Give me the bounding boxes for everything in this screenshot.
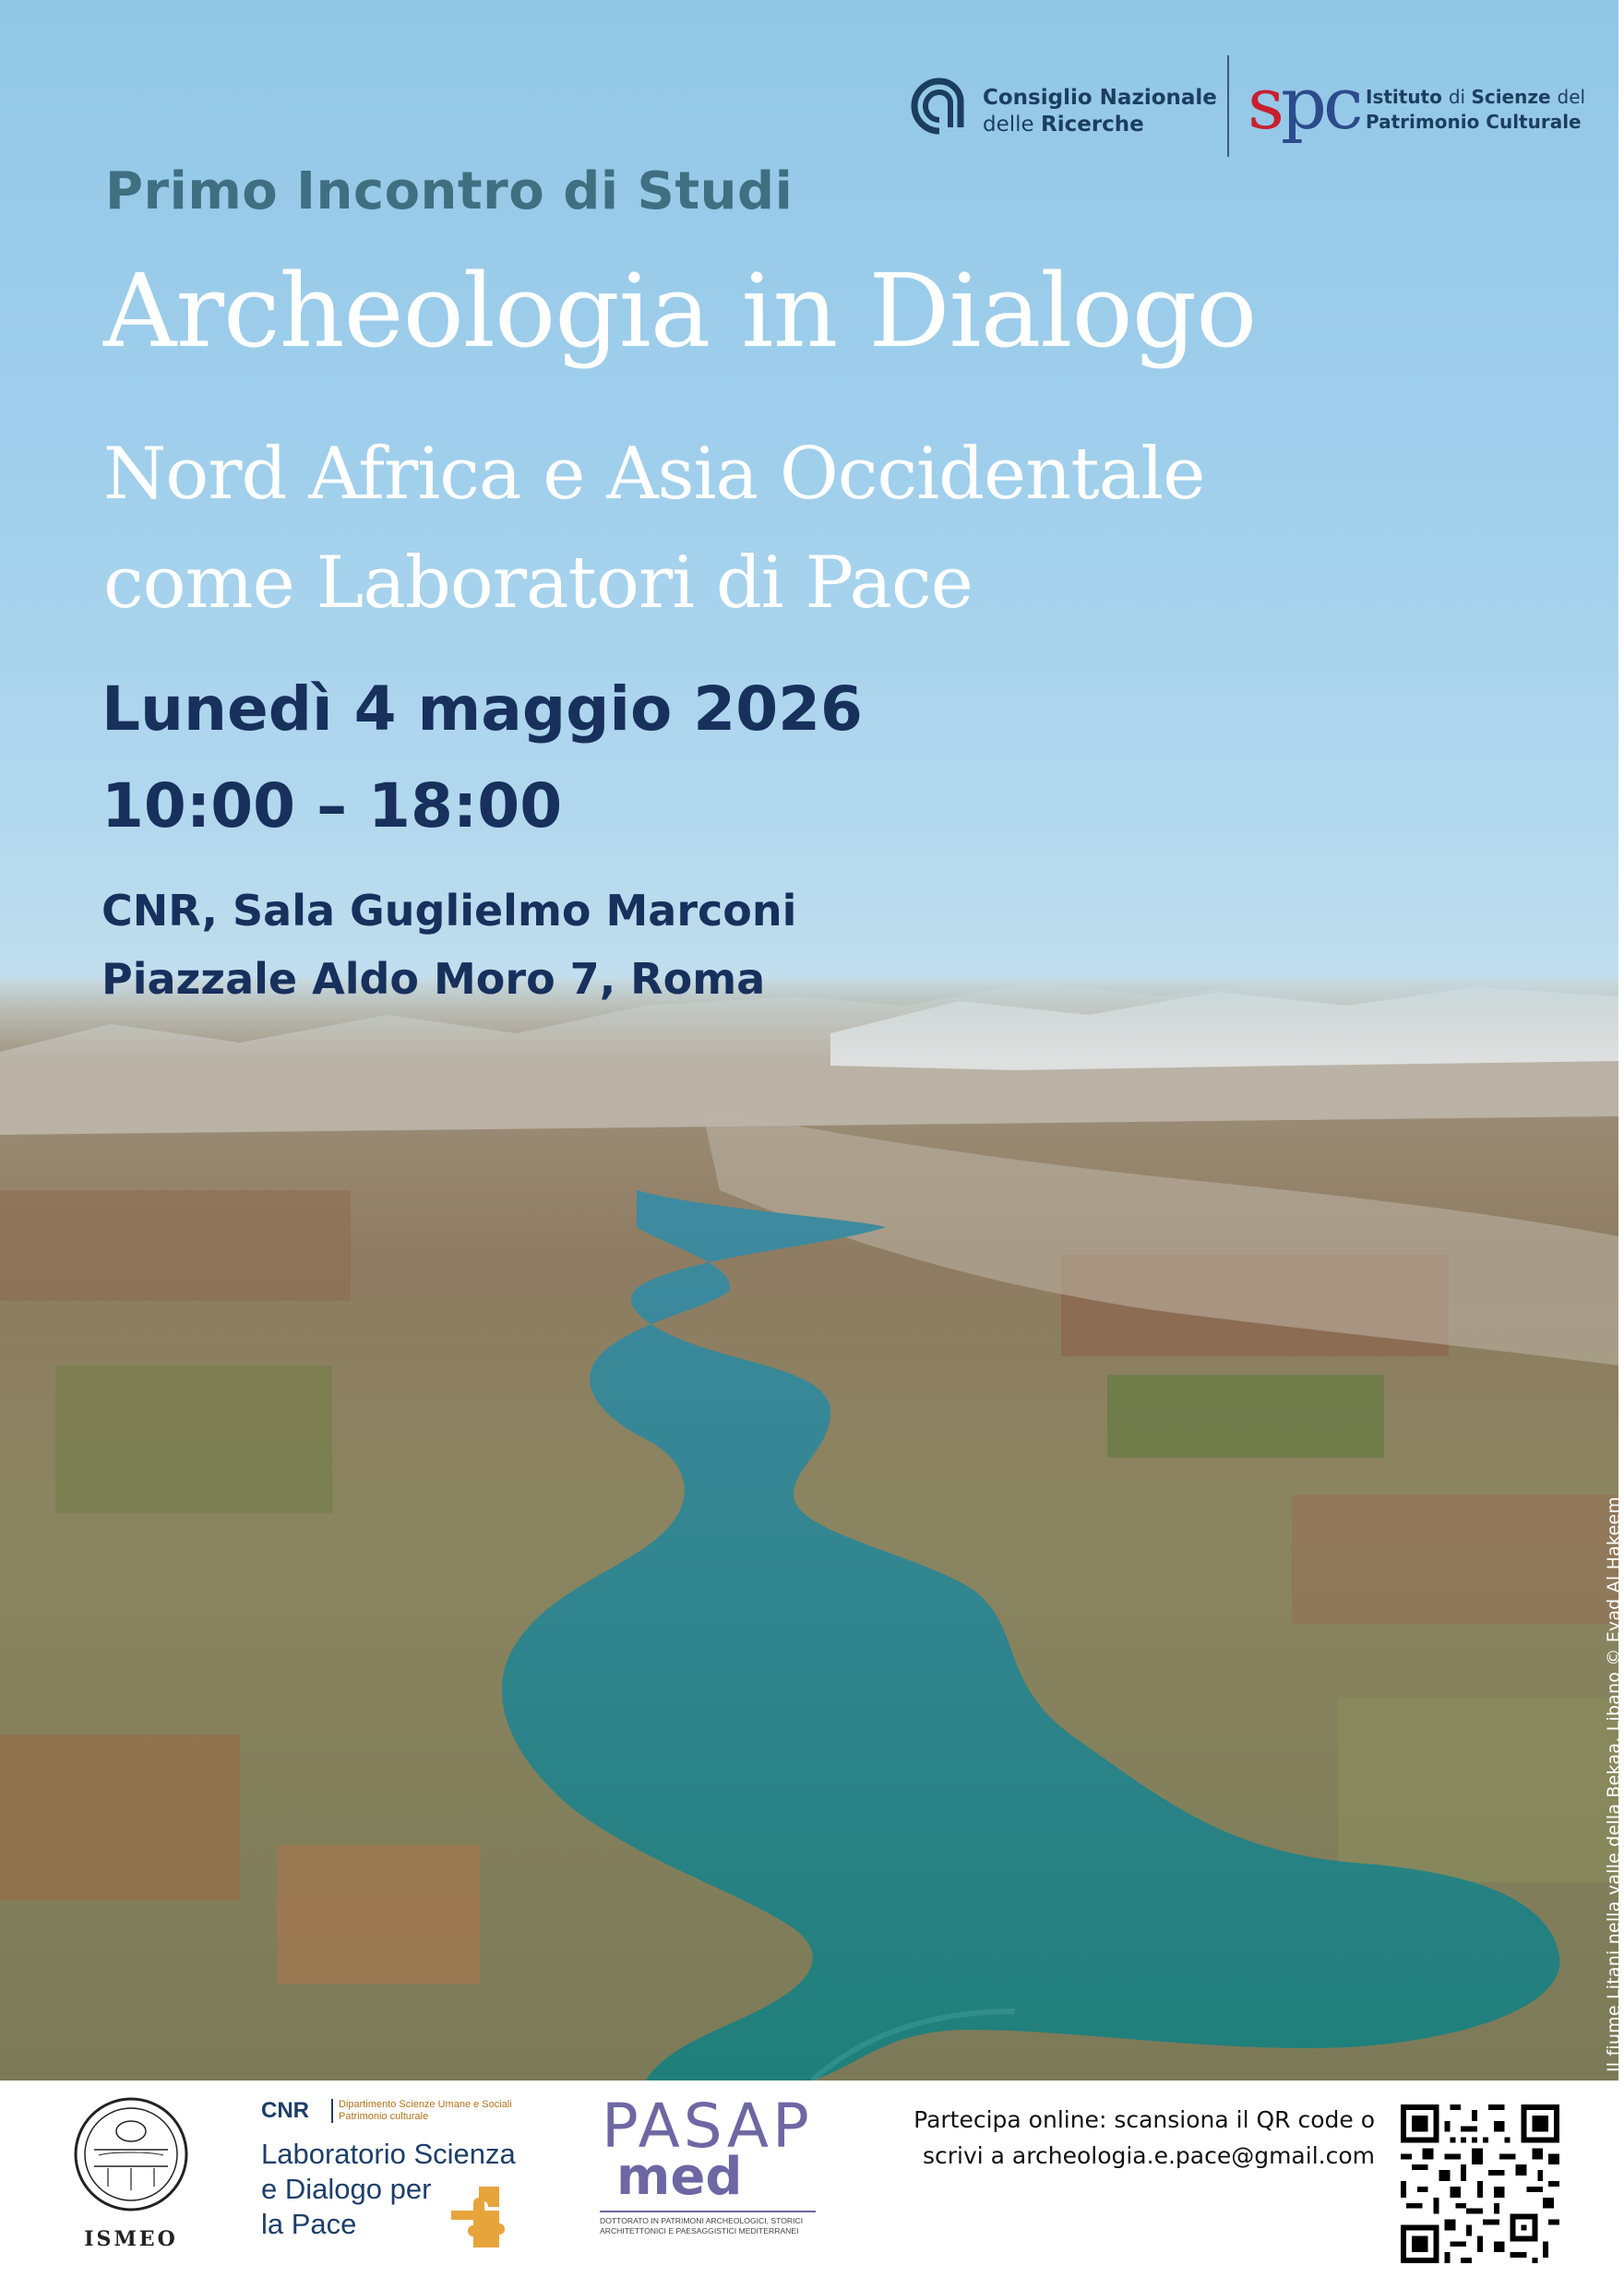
ispc-line2: Patrimonio Culturale [1366,111,1582,133]
ispc-logo-text [1366,85,1585,135]
cnr-logo-text [983,85,1217,138]
river-valley-image [0,978,1618,2080]
landscape-photo [0,978,1618,2080]
cta-line1: Partecipa online: scansiona il QR code o [914,2106,1375,2133]
lab-header [261,2098,529,2129]
ispc-line1-a: Istituto [1366,86,1449,108]
ispc-logo [1248,57,1607,159]
ismeo-label: ISMEO [84,2227,178,2251]
subtitle-line2: come Laboratori di Pace [103,542,973,625]
spc-mark [1248,63,1360,146]
subtitle-line1: Nord Africa e Asia Occidentale [103,433,1205,516]
cnr-logo [907,66,1230,154]
ismeo-seal-icon [71,2094,191,2214]
cnr-logo-line1: Consiglio Nazionale [983,86,1217,110]
ispc-line1-b: di [1448,86,1472,108]
puzzle-icon [446,2183,516,2253]
pasap-divider [600,2211,816,2212]
lab-line3: la Pace [261,2208,357,2240]
event-venue [102,876,796,1013]
spc-mark-pc: pc [1281,63,1360,146]
cnr-emblem-icon [907,74,972,138]
ismeo-logo [66,2094,196,2279]
lab-line1: Laboratorio Scienza [261,2138,516,2170]
cnr-logo-line2a: delle [983,113,1041,137]
venue-line1: CNR, Sala Guglielmo Marconi [102,886,797,936]
event-date: Lunedì 4 maggio 2026 [102,674,863,745]
lab-cnr: CNR [261,2098,309,2123]
ispc-line1-d: del [1557,86,1586,108]
lab-line2: e Dialogo per [261,2173,432,2205]
logo-divider [1227,55,1229,157]
venue-line2: Piazzale Aldo Moro 7, Roma [102,954,766,1004]
pasap-description: DOTTORATO IN PATRIMONI ARCHEOLOGICI, STORICI ARCHITETTONICI E PAESAGGISTICI MEDITERRANEI [600,2216,804,2235]
pasap-med-logo [600,2091,821,2284]
pasap-wordmark: PASAP [602,2091,813,2162]
pasap-med-wordmark: med [616,2147,743,2207]
online-participation-text [858,2102,1375,2174]
event-kicker: Primo Incontro di Studi [105,161,794,221]
lab-peace-logo [261,2098,529,2283]
cta-line2[interactable]: scrivi a archeologia.e.pace@gmail.com [922,2142,1375,2169]
qr-code-icon[interactable] [1401,2104,1559,2263]
lab-department: Dipartimento Scienze Umane e Sociali Patrimonio culturale [331,2099,525,2123]
event-subtitle [103,420,1204,638]
event-title: Archeologia in Dialogo [103,252,1257,370]
event-time: 10:00 – 18:00 [102,770,563,841]
ispc-line1-c: Scienze [1471,86,1558,108]
spc-mark-s: s [1248,63,1282,146]
cnr-logo-line2b: Ricerche [1041,113,1144,137]
photo-credit: Il fiume Litani nella valle della Bekaa, Libano © Eyad Al Hakeem [1604,1496,1624,2072]
